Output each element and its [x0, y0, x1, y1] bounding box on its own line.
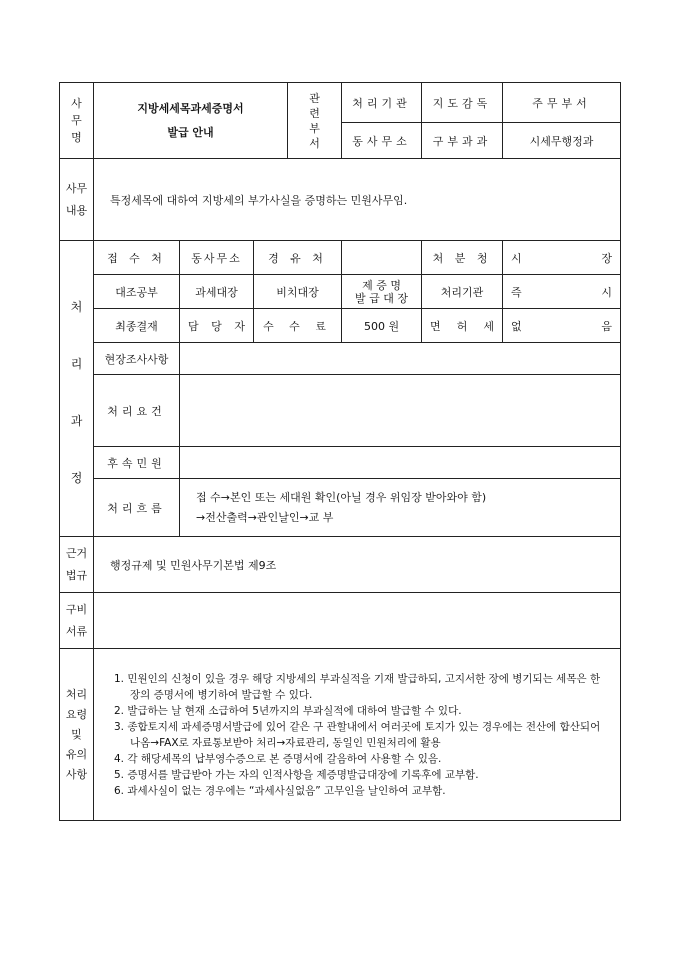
processing-notes: [94, 649, 621, 821]
supervisor-value: 구부과과: [422, 123, 503, 159]
requirements-label: 처리요건: [94, 375, 180, 447]
final-approval-value: 담 당 자: [180, 309, 254, 343]
license-tax-value: 없 음: [503, 309, 621, 343]
via-office-label: 경 유 처: [254, 241, 342, 275]
note-item: 6. 과세사실이 없는 경우에는 “과세사실없음” 고무인을 날인하여 교부함.: [114, 784, 446, 797]
related-dept-label: 관 련 부 서: [288, 83, 342, 159]
via-office-value: [342, 241, 422, 275]
process-label: 처 리 과 정: [60, 241, 94, 537]
kept-ledger-value: 제 증 명 발 급 대 장: [342, 275, 422, 309]
followup-value: [180, 447, 621, 479]
required-documents: [94, 593, 621, 649]
disposition-office-value: 시 장: [503, 241, 621, 275]
site-survey-label: 현장조사사항: [94, 343, 180, 375]
collation-ledger-label: 대조공부: [94, 275, 180, 309]
note-item: 4. 각 해당세목의 납부영수증으로 본 증명서에 갈음하여 사용할 수 있음.: [114, 752, 442, 765]
note-item: 3. 종합토지세 과세증명서발급에 있어 같은 구 관할내에서 여러곳에 토지가 있는 경우에는 전산에 합산되어 나옴→FAX로 자료통보받아 처리→자료관리, 동일인 민원처리에 활용: [114, 720, 601, 749]
service-name-label: 사 무 명: [60, 83, 94, 159]
legal-basis-label: 근거 법규: [60, 537, 94, 593]
civil-affairs-form: [59, 82, 621, 821]
legal-basis: 행정규제 및 민원사무기본법 제9조: [94, 537, 621, 593]
note-item: 2. 발급하는 날 현재 소급하여 5년까지의 부과실적에 대하여 발급할 수 있다.: [114, 704, 462, 717]
final-approval-label: 최종결재: [94, 309, 180, 343]
page-title: 지방세세목과세증명서 발급 안내: [94, 83, 288, 159]
kept-ledger-label: 비치대장: [254, 275, 342, 309]
collation-ledger-value: 과세대장: [180, 275, 254, 309]
followup-label: 후속민원: [94, 447, 180, 479]
main-dept-value: 시세무행정과: [503, 123, 621, 159]
fee-label: 수 수 료: [254, 309, 342, 343]
reception-office-label: 접 수 처: [94, 241, 180, 275]
fee-value: 500 원: [342, 309, 422, 343]
site-survey-value: [180, 343, 621, 375]
required-documents-label: 구비 서류: [60, 593, 94, 649]
license-tax-label: 면 허 세: [422, 309, 503, 343]
note-item: 1. 민원인의 신청이 있을 경우 해당 지방세의 부과실적을 기재 발급하되, 고지서한 장에 병기되는 세목은 한 장의 증명서에 병기하여 발급할 수 있다.: [114, 672, 601, 701]
reception-office-value: 동사무소: [180, 241, 254, 275]
main-dept-header: 주무부서: [503, 83, 621, 123]
requirements-value: [180, 375, 621, 447]
disposition-office-label: 처 분 청: [422, 241, 503, 275]
processing-org-header: 처리기관: [342, 83, 422, 123]
processing-org-value: 동사무소: [342, 123, 422, 159]
processing-flow-label: 처리흐름: [94, 479, 180, 537]
note-item: 5. 증명서를 발급받아 가는 자의 인적사항을 제증명발급대장에 기록후에 교부함.: [114, 768, 479, 781]
duty-content: 특정세목에 대하여 지방세의 부가사실을 증명하는 민원사무임.: [94, 159, 621, 241]
duty-content-label: 사무 내용: [60, 159, 94, 241]
processing-period-value: 즉 시: [503, 275, 621, 309]
processing-flow: 접 수→본인 또는 세대원 확인(아닐 경우 위임장 받아와야 함) →전산출력→관인날인→교 부: [180, 479, 621, 537]
processing-period-label: 처리기관: [422, 275, 503, 309]
notes-label: 처리 요령 및 유의 사항: [60, 649, 94, 821]
supervisor-header: 지도감독: [422, 83, 503, 123]
